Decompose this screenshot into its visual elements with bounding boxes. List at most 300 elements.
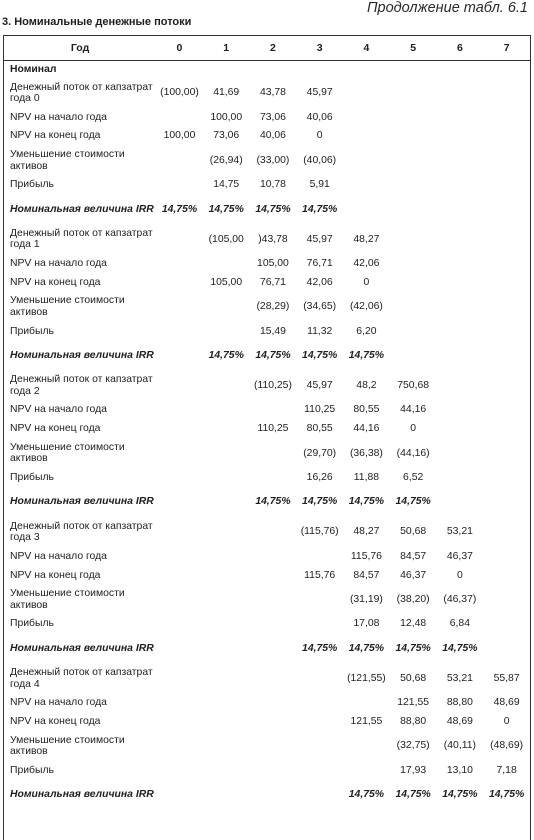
value-cell <box>296 694 343 713</box>
value-cell: 14,75% <box>348 789 385 801</box>
row-label: Уменьшение стоимости активов <box>10 588 125 611</box>
table-row <box>4 254 530 273</box>
value-cell <box>296 780 343 810</box>
value-cell: (34,65) <box>303 301 337 313</box>
value-cell: )43,78 <box>258 233 288 245</box>
value-cell <box>343 761 390 780</box>
value-cell: 14,75% <box>348 350 385 362</box>
value-cell: (42,06) <box>349 301 383 313</box>
irr-row <box>4 341 530 371</box>
row-label: Денежный поток от капзатрат года 3 <box>10 520 153 544</box>
value-cell <box>250 780 297 810</box>
value-cell: 14,75% <box>395 789 431 801</box>
value-cell: 50,68 <box>400 526 427 538</box>
row-label: Денежный поток от капзатрат года 4 <box>10 667 153 690</box>
table-row <box>4 664 530 694</box>
row-label: Уменьшение стоимости активов <box>10 734 125 758</box>
value-cell: 84,57 <box>353 569 380 581</box>
irr-row <box>4 780 530 810</box>
value-cell: 105,00 <box>257 258 289 270</box>
value-cell <box>437 468 484 487</box>
value-cell <box>156 780 203 810</box>
value-cell: 48,69 <box>493 697 520 709</box>
value-cell <box>390 292 437 322</box>
value-cell <box>343 146 390 176</box>
header-cell: 0 <box>156 36 203 61</box>
value-cell <box>296 585 343 615</box>
value-cell: 0 <box>503 716 510 727</box>
value-cell <box>296 761 343 780</box>
value-cell: 43,78 <box>259 87 286 99</box>
value-cell <box>483 194 530 224</box>
value-cell <box>156 224 203 254</box>
value-cell: 53,21 <box>446 526 473 538</box>
table-row <box>4 127 530 146</box>
row-label: Прибыль <box>10 179 54 191</box>
value-cell: (36,38) <box>349 447 383 459</box>
value-cell: (48,69) <box>490 740 524 752</box>
value-cell: 46,37 <box>400 569 427 581</box>
value-cell <box>250 634 297 664</box>
value-cell <box>203 547 250 566</box>
value-cell: 42,06 <box>353 258 380 270</box>
value-cell <box>156 146 203 176</box>
value-cell: 80,55 <box>306 423 333 435</box>
value-cell: 46,37 <box>446 550 473 562</box>
value-cell <box>203 487 250 517</box>
continuation-note: Продолжение табл. 6.1 <box>367 0 528 16</box>
value-cell <box>203 420 250 439</box>
value-cell: (31,19) <box>349 594 383 606</box>
value-cell: 15,49 <box>259 325 286 337</box>
table-row <box>4 566 530 585</box>
value-cell: (32,75) <box>396 740 430 752</box>
value-cell: (40,06) <box>303 154 337 166</box>
header-row <box>4 36 530 61</box>
header-cell: 1 <box>203 36 250 61</box>
row-label: Уменьшение стоимости активов <box>10 441 125 465</box>
value-cell <box>483 146 530 176</box>
value-cell: 0 <box>316 130 323 142</box>
table-row <box>4 615 530 634</box>
value-cell <box>390 273 437 292</box>
value-cell: (29,70) <box>303 447 337 459</box>
value-cell <box>390 194 437 224</box>
value-cell: 6,52 <box>403 472 424 484</box>
value-cell: 750,68 <box>397 380 430 392</box>
table-row <box>4 585 530 615</box>
value-cell <box>203 292 250 322</box>
value-cell <box>156 371 203 401</box>
value-cell <box>483 273 530 292</box>
value-cell: (105,00 <box>208 233 244 245</box>
value-cell: 45,97 <box>306 87 333 99</box>
value-cell <box>483 468 530 487</box>
value-cell: 14,75% <box>255 203 291 215</box>
value-cell <box>250 712 297 731</box>
table-row <box>4 146 530 176</box>
value-cell: 14,75% <box>442 789 478 801</box>
value-cell <box>296 731 343 761</box>
row-label: Номинальная величина IRR <box>10 789 154 801</box>
header-cell: 3 <box>296 36 343 61</box>
value-cell <box>156 292 203 322</box>
table-row <box>4 694 530 713</box>
header-cell: 7 <box>483 36 530 61</box>
value-cell <box>343 78 390 108</box>
row-label: Прибыль <box>10 618 54 630</box>
value-cell <box>156 108 203 127</box>
value-cell <box>437 420 484 439</box>
value-cell: 88,80 <box>446 697 473 709</box>
row-label: Денежный поток от капзатрат года 0 <box>10 81 153 104</box>
value-cell: 17,08 <box>353 618 380 630</box>
value-cell: 48,2 <box>356 380 377 392</box>
value-cell <box>390 78 437 108</box>
value-cell: 14,75% <box>489 789 525 801</box>
row-label: Номинальная величина IRR <box>10 203 154 215</box>
header-cell: 6 <box>437 36 484 61</box>
value-cell <box>156 547 203 566</box>
value-cell: 13,10 <box>446 764 473 776</box>
value-cell: 45,97 <box>306 380 333 392</box>
value-cell <box>156 585 203 615</box>
value-cell <box>483 108 530 127</box>
value-cell <box>437 371 484 401</box>
section-row <box>4 61 530 79</box>
table-row <box>4 224 530 254</box>
value-cell <box>156 322 203 341</box>
value-cell: 14,75% <box>348 496 385 508</box>
value-cell <box>483 341 530 371</box>
value-cell: 45,97 <box>306 233 333 245</box>
value-cell: 115,76 <box>304 569 336 581</box>
value-cell: (46,37) <box>443 594 477 606</box>
value-cell: 84,57 <box>400 550 427 562</box>
value-cell <box>203 517 250 547</box>
value-cell: 0 <box>456 569 463 581</box>
value-cell: 14,75% <box>255 350 291 362</box>
row-label: NPV на начало года <box>10 697 107 709</box>
table-row <box>4 176 530 195</box>
value-cell <box>437 146 484 176</box>
value-cell: 40,06 <box>306 111 333 123</box>
table-row <box>4 712 530 731</box>
table-row <box>4 547 530 566</box>
value-cell <box>250 468 297 487</box>
cash-flow-table <box>3 35 531 840</box>
value-cell <box>156 517 203 547</box>
value-cell: 14,75% <box>302 350 338 362</box>
value-cell: (100,00) <box>160 87 199 99</box>
value-cell <box>483 254 530 273</box>
value-cell: 10,78 <box>259 179 286 191</box>
table-row <box>4 371 530 401</box>
value-cell <box>250 566 297 585</box>
row-label: Номинальная величина IRR <box>10 350 154 362</box>
table-row <box>4 292 530 322</box>
table-caption: 3. Номинальные денежные потоки <box>2 16 192 28</box>
row-label: NPV на начало года <box>10 404 107 416</box>
value-cell: 17,93 <box>400 764 427 776</box>
value-cell: (44,16) <box>396 447 430 459</box>
value-cell <box>250 731 297 761</box>
value-cell: 14,75% <box>395 496 431 508</box>
value-cell: 42,06 <box>306 276 333 288</box>
value-cell: 14,75% <box>302 203 338 215</box>
value-cell <box>156 664 203 694</box>
value-cell: 11,88 <box>353 472 380 484</box>
row-label: Номинальная величина IRR <box>10 642 154 654</box>
value-cell <box>437 176 484 195</box>
value-cell <box>156 487 203 517</box>
table-row <box>4 420 530 439</box>
value-cell <box>156 694 203 713</box>
value-cell: 55,87 <box>493 672 520 684</box>
value-cell <box>390 322 437 341</box>
value-cell: 48,27 <box>353 233 380 245</box>
table-row <box>4 517 530 547</box>
value-cell <box>437 108 484 127</box>
value-cell: (33,00) <box>256 154 290 166</box>
value-cell <box>203 694 250 713</box>
row-label: Прибыль <box>10 472 54 484</box>
value-cell: 14,75% <box>442 642 478 654</box>
value-cell: 105,00 <box>210 276 243 288</box>
value-cell <box>437 401 484 420</box>
table-row <box>4 401 530 420</box>
value-cell <box>156 420 203 439</box>
value-cell: 5,91 <box>309 179 330 191</box>
irr-row <box>4 194 530 224</box>
value-cell <box>483 438 530 468</box>
value-cell: 12,48 <box>400 618 427 630</box>
value-cell <box>437 341 484 371</box>
value-cell <box>483 634 530 664</box>
value-cell <box>483 615 530 634</box>
value-cell: (110,25) <box>253 380 292 392</box>
value-cell <box>483 371 530 401</box>
data-table <box>4 36 530 810</box>
value-cell: 73,06 <box>259 111 286 123</box>
value-cell: 11,32 <box>307 325 333 337</box>
value-cell <box>250 438 297 468</box>
value-cell <box>203 761 250 780</box>
value-cell <box>483 224 530 254</box>
value-cell: 14,75% <box>208 350 244 362</box>
value-cell <box>390 254 437 273</box>
value-cell <box>483 487 530 517</box>
value-cell: 6,20 <box>356 325 377 337</box>
value-cell: 14,75% <box>348 642 385 654</box>
value-cell <box>203 664 250 694</box>
irr-row <box>4 487 530 517</box>
row-label: Денежный поток от капзатрат года 2 <box>10 374 153 397</box>
table-row <box>4 108 530 127</box>
table-row <box>4 322 530 341</box>
value-cell <box>483 585 530 615</box>
value-cell: 44,16 <box>353 423 380 435</box>
value-cell <box>483 292 530 322</box>
value-cell: (38,20) <box>396 594 430 606</box>
value-cell <box>343 194 390 224</box>
value-cell <box>296 547 343 566</box>
value-cell <box>203 780 250 810</box>
value-cell: 76,71 <box>306 258 333 270</box>
value-cell <box>483 176 530 195</box>
value-cell <box>156 468 203 487</box>
value-cell: (115,76) <box>300 526 339 538</box>
value-cell <box>343 694 390 713</box>
value-cell <box>250 615 297 634</box>
value-cell <box>437 78 484 108</box>
value-cell <box>343 108 390 127</box>
value-cell <box>250 585 297 615</box>
value-cell <box>343 127 390 146</box>
value-cell <box>203 731 250 761</box>
value-cell <box>390 341 437 371</box>
value-cell: 14,75% <box>255 496 291 508</box>
table-row <box>4 78 530 108</box>
value-cell <box>156 761 203 780</box>
table-row <box>4 761 530 780</box>
row-label: NPV на конец года <box>10 716 101 727</box>
value-cell <box>156 401 203 420</box>
value-cell <box>156 254 203 273</box>
value-cell: 6,84 <box>449 618 470 630</box>
value-cell: 14,75% <box>161 203 198 215</box>
value-cell <box>437 194 484 224</box>
value-cell <box>250 517 297 547</box>
value-cell: 14,75% <box>208 203 244 215</box>
value-cell <box>390 224 437 254</box>
value-cell <box>156 341 203 371</box>
row-label: NPV на конец года <box>10 423 101 435</box>
value-cell <box>390 127 437 146</box>
value-cell <box>437 127 484 146</box>
value-cell: 53,21 <box>446 672 473 684</box>
value-cell <box>437 224 484 254</box>
table-row <box>4 468 530 487</box>
value-cell <box>203 634 250 664</box>
row-label: NPV на конец года <box>10 276 101 288</box>
value-cell: 16,26 <box>306 472 333 484</box>
irr-row <box>4 634 530 664</box>
value-cell <box>250 401 297 420</box>
value-cell: 0 <box>363 276 370 288</box>
value-cell <box>203 566 250 585</box>
value-cell <box>203 371 250 401</box>
value-cell <box>203 468 250 487</box>
value-cell <box>437 273 484 292</box>
value-cell: 40,06 <box>259 130 286 142</box>
row-label: Номинальная величина IRR <box>10 496 154 508</box>
row-label: Уменьшение стоимости активов <box>10 295 125 318</box>
value-cell: 48,69 <box>446 716 473 727</box>
value-cell <box>203 585 250 615</box>
row-label: NPV на начало года <box>10 258 107 270</box>
value-cell <box>296 712 343 731</box>
value-cell <box>483 127 530 146</box>
value-cell: 14,75% <box>302 496 338 508</box>
row-label: NPV на начало года <box>10 550 107 562</box>
value-cell <box>390 176 437 195</box>
value-cell: 121,55 <box>350 716 383 727</box>
value-cell: 115,76 <box>350 550 382 562</box>
table-row <box>4 438 530 468</box>
value-cell: (121,55) <box>347 672 386 684</box>
header-cell: 5 <box>390 36 437 61</box>
value-cell: 14,75% <box>302 642 338 654</box>
value-cell <box>390 108 437 127</box>
value-cell <box>390 146 437 176</box>
value-cell <box>483 401 530 420</box>
header-cell: 4 <box>343 36 390 61</box>
value-cell: 44,16 <box>400 404 427 416</box>
value-cell: 14,75 <box>213 179 240 191</box>
value-cell: 0 <box>410 423 417 435</box>
value-cell: 14,75% <box>395 642 431 654</box>
value-cell: 110,25 <box>304 404 336 416</box>
header-cell-year: Год <box>4 36 156 61</box>
row-label: Прибыль <box>10 325 54 337</box>
value-cell <box>343 731 390 761</box>
value-cell <box>296 664 343 694</box>
row-label: Денежный поток от капзатрат года 1 <box>10 227 153 251</box>
value-cell: 50,68 <box>400 672 427 684</box>
row-label: NPV на конец года <box>10 130 101 142</box>
value-cell <box>203 322 250 341</box>
value-cell: 80,55 <box>353 404 380 416</box>
value-cell <box>203 712 250 731</box>
table-body <box>4 61 530 810</box>
value-cell <box>156 566 203 585</box>
value-cell: 110,25 <box>257 423 289 435</box>
value-cell <box>250 761 297 780</box>
value-cell <box>250 547 297 566</box>
row-label: NPV на начало года <box>10 111 107 123</box>
value-cell <box>437 487 484 517</box>
value-cell <box>437 292 484 322</box>
value-cell: 121,55 <box>397 697 430 709</box>
value-cell <box>156 176 203 195</box>
value-cell <box>156 712 203 731</box>
value-cell <box>203 254 250 273</box>
value-cell: 7,18 <box>496 764 517 776</box>
row-label: Уменьшение стоимости активов <box>10 149 125 172</box>
value-cell <box>483 566 530 585</box>
value-cell: 88,80 <box>400 716 427 727</box>
value-cell <box>156 731 203 761</box>
row-label: Прибыль <box>10 764 54 776</box>
value-cell <box>483 517 530 547</box>
value-cell <box>156 634 203 664</box>
table-row <box>4 273 530 292</box>
value-cell <box>250 694 297 713</box>
value-cell: (40,11) <box>443 740 476 752</box>
section-title: Номинал <box>10 63 57 75</box>
value-cell: 73,06 <box>213 130 240 142</box>
value-cell <box>483 78 530 108</box>
value-cell <box>437 438 484 468</box>
value-cell: 100,00 <box>210 111 243 123</box>
value-cell: (28,29) <box>256 301 290 313</box>
value-cell <box>437 254 484 273</box>
value-cell <box>483 547 530 566</box>
value-cell <box>343 176 390 195</box>
value-cell: (26,94) <box>209 154 243 166</box>
value-cell <box>203 438 250 468</box>
